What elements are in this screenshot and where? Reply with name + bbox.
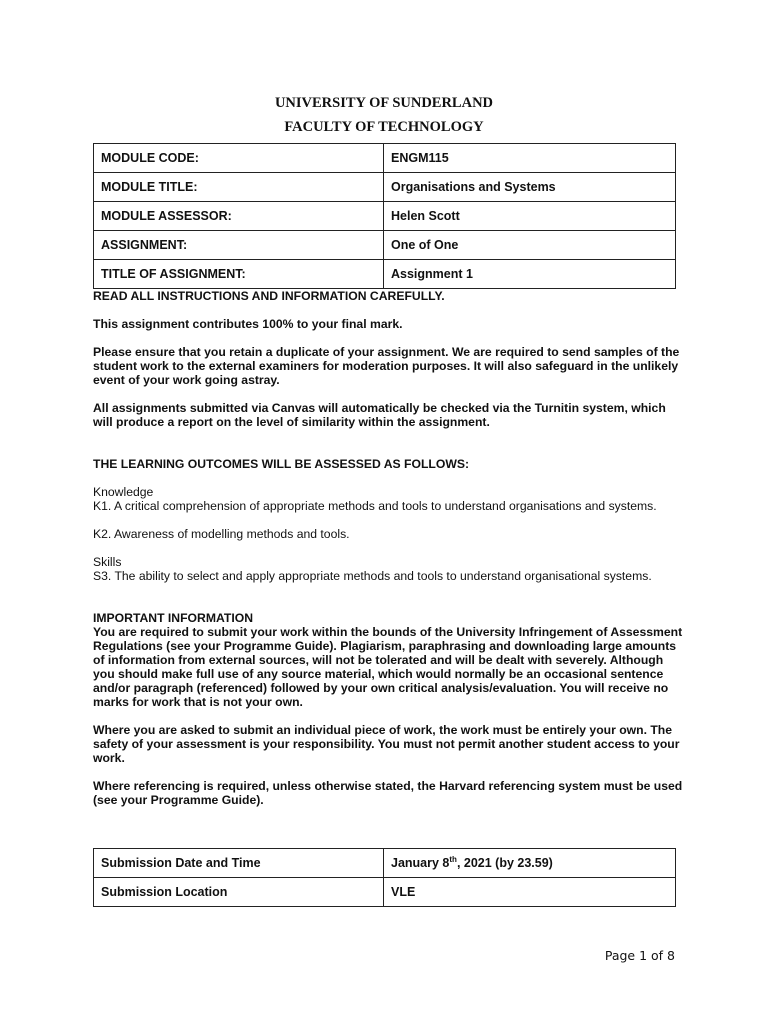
table-row: [94, 231, 676, 260]
university-heading: UNIVERSITY OF SUNDERLAND: [274, 95, 494, 111]
learning-outcomes-heading: THE LEARNING OUTCOMES WILL BE ASSESSED AS FOLLOWS:: [93, 457, 470, 471]
read-all-instructions: READ ALL INSTRUCTIONS AND INFORMATION CAREFULLY.: [93, 289, 445, 303]
submission-date-value: [384, 849, 676, 878]
submission-location-label: Submission Location: [94, 878, 384, 907]
outcome-k1: K1. A critical comprehension of appropriate methods and tools to understand organisations and systems.: [93, 499, 657, 513]
module-assessor-label: MODULE ASSESSOR:: [94, 202, 384, 231]
turnitin-text: All assignments submitted via Canvas will automatically be checked via the Turnitin system, which will produce a report on the level of similarity within the assignment.: [93, 401, 666, 429]
submission-table: [93, 848, 676, 907]
faculty-heading: FACULTY OF TECHNOLOGY: [284, 119, 484, 135]
table-row: [94, 878, 676, 907]
knowledge-label: Knowledge: [93, 485, 154, 499]
referencing-text: Where referencing is required, unless otherwise stated, the Harvard referencing system must be used (see your Programme Guide).: [93, 779, 683, 807]
date-prefix: January 8: [391, 856, 450, 870]
individual-work-text: Where you are asked to submit an individual piece of work, the work must be entirely your own. The safety of your assessment is your responsibility. You must not permit another student access to your work.: [93, 723, 680, 765]
table-row: [94, 260, 676, 289]
module-info-table: [93, 143, 676, 289]
infringement-text: You are required to submit your work within the bounds of the University Infringement of Assessment Regulations (see your Programme Guide). Plagiarism, paraphrasing and downloading large amounts of information from external sources, will not be tolerated and will be dealt with severely. Although you should make full use of any source material, which would normally be an occasional sentence and/or paragraph (referenced) followed by your own critical analysis/evaluation. You will receive no marks for work that is not your own.: [93, 625, 683, 709]
table-row: [94, 849, 676, 878]
page-number: Page 1 of 8: [604, 948, 675, 963]
date-suffix: , 2021 (by 23.59): [456, 856, 553, 870]
duplicate-text: Please ensure that you retain a duplicate of your assignment. We are required to send samples of the student work to the external examiners for moderation purposes. It will also safeguard in the unlikely event of your work going astray.: [93, 345, 680, 387]
module-title-label: MODULE TITLE:: [94, 173, 384, 202]
date-superscript: th: [449, 854, 457, 864]
module-code-label: MODULE CODE:: [94, 144, 384, 173]
outcome-s3: S3. The ability to select and apply appropriate methods and tools to understand organisational systems.: [93, 569, 652, 583]
assignment-title-value: Assignment 1: [384, 260, 676, 289]
contribution-text: This assignment contributes 100% to your final mark.: [93, 317, 403, 331]
outcome-k2: K2. Awareness of modelling methods and tools.: [93, 527, 350, 541]
assignment-value: One of One: [384, 231, 676, 260]
module-title-value: Organisations and Systems: [384, 173, 676, 202]
module-assessor-value: Helen Scott: [384, 202, 676, 231]
submission-location-value: VLE: [384, 878, 676, 907]
table-row: [94, 173, 676, 202]
table-row: [94, 144, 676, 173]
table-row: [94, 202, 676, 231]
important-heading: IMPORTANT INFORMATION: [93, 611, 253, 625]
submission-date-label: Submission Date and Time: [94, 849, 384, 878]
skills-label: Skills: [93, 555, 122, 569]
module-code-value: ENGM115: [384, 144, 676, 173]
document-body: [93, 289, 683, 821]
assignment-title-label: TITLE OF ASSIGNMENT:: [94, 260, 384, 289]
assignment-label: ASSIGNMENT:: [94, 231, 384, 260]
